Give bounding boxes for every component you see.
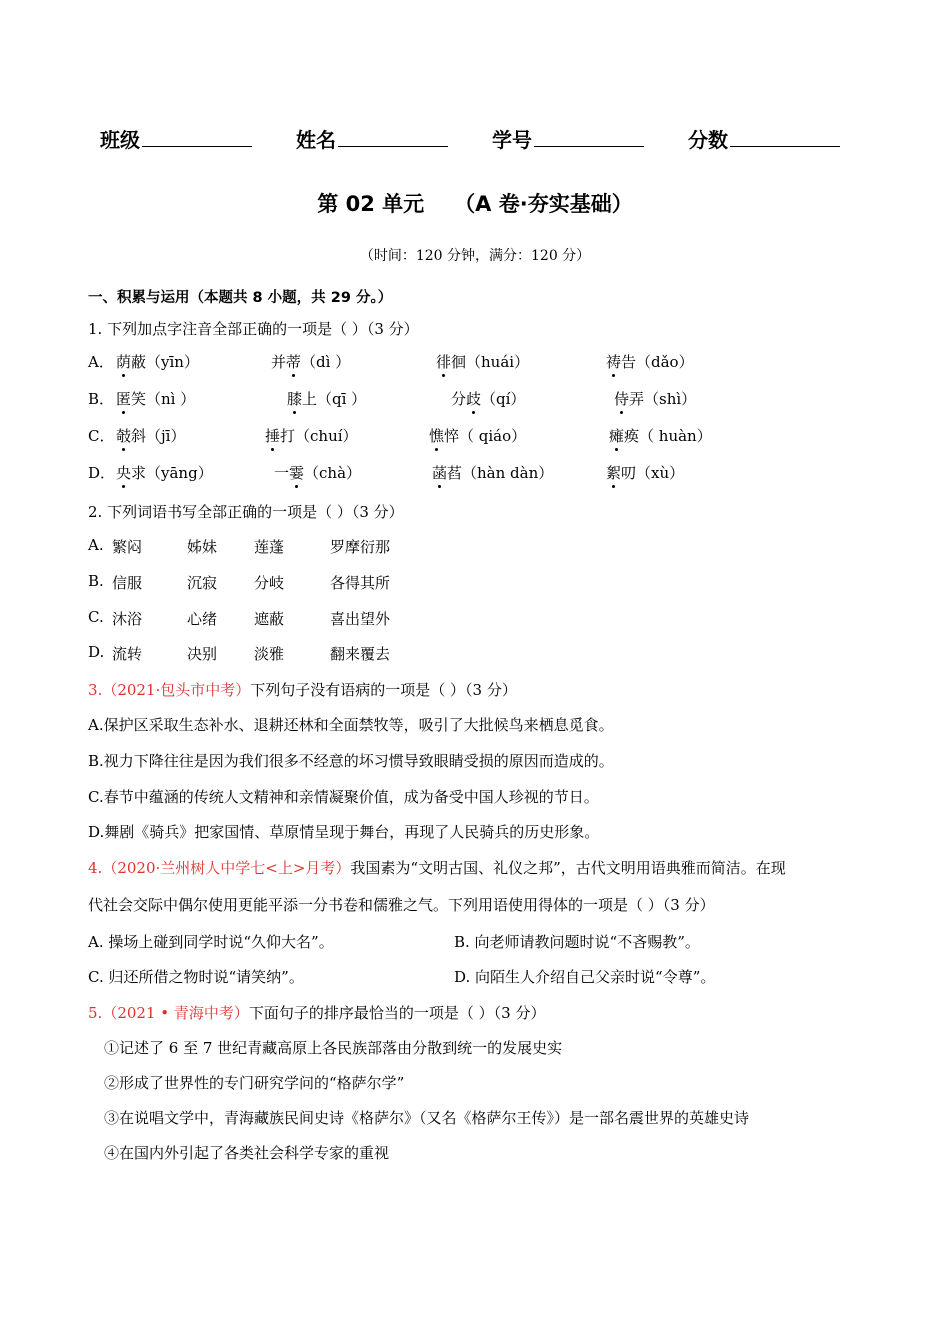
q2-option-label: A.: [88, 536, 104, 554]
q1-b-item-3: 分歧（qí）: [451, 390, 526, 408]
q3-source: （2021·包头市中考）: [102, 681, 251, 699]
q4-option-c: C. 归还所借之物时说“请笑纳”。: [88, 968, 304, 986]
q3-option-c: C.春节中蕴涵的传统人文精神和亲情凝聚价值，成为备受中国人珍视的节日。: [88, 788, 599, 806]
title-sub: （A 卷·夯实基础）: [454, 192, 633, 216]
q3-number: 3.: [88, 681, 103, 699]
q3-stem: 下列句子没有语病的一项是（ ）（3 分）: [250, 681, 517, 699]
q4-number: 4.: [88, 859, 103, 877]
q2-word: 分岐: [254, 574, 285, 592]
q4-source: （2020·兰州树人中学七<上>月考）: [102, 859, 351, 877]
q1-c-item-2: 捶打（chuí）: [265, 427, 358, 445]
q1-b-item-2: 膝上（qī ）: [287, 390, 367, 408]
q1-a-item-4: 祷告（dǎo）: [606, 353, 694, 371]
q1-option-label: A．: [88, 353, 114, 371]
q1-option-label: C．: [88, 427, 115, 445]
q1-c-item-4: 瘫痪（ huàn）: [609, 427, 712, 445]
q1-b-item-1: 匿笑（nì ）: [116, 390, 196, 408]
q4-stem-line-2: 代社会交际中偶尔使用更能平添一分书卷和儒雅之气。下列用语使用得体的一项是（ ）（3 分）: [88, 896, 715, 914]
q2-option-label: C.: [88, 608, 104, 626]
q1-a-item-2: 并蒂（dì ）: [271, 353, 351, 371]
q5-sentence-2: ②形成了世界性的专门研究学问的“格萨尔学”: [104, 1074, 405, 1092]
q2-word: 沉寂: [187, 574, 218, 592]
exam-meta: （时间：120 分钟，满分：120 分）: [359, 248, 591, 264]
q5-sentence-4: ④在国内外引起了各类社会科学专家的重视: [104, 1144, 390, 1162]
q1-stem: 1. 下列加点字注音全部正确的一项是（ ）（3 分）: [88, 320, 419, 338]
score-blank[interactable]: [730, 126, 840, 147]
q2-stem: 2. 下列词语书写全部正确的一项是（ ）（3 分）: [88, 503, 404, 521]
score-field: 分数: [688, 124, 840, 153]
q1-d-item-1: 央求（yāng）: [116, 464, 213, 482]
q1-option-label: B．: [88, 390, 115, 408]
q1-a-item-3: 徘徊（huái）: [436, 353, 530, 371]
q5-sentence-3: ③在说唱文学中，青海藏族民间史诗《格萨尔》（又名《格萨尔王传》）是一部名震世界的英雄史诗: [104, 1109, 750, 1127]
q2-word: 喜出望外: [330, 610, 391, 628]
q2-word: 繁闷: [112, 538, 143, 556]
q2-word: 姊妹: [187, 538, 218, 556]
q2-word: 信服: [112, 574, 143, 592]
q2-word: 淡雅: [254, 645, 285, 663]
q1-option-label: D．: [88, 464, 116, 482]
q5-sentence-1: ①记述了 6 至 7 世纪青藏高原上各民族部落由分散到统一的发展史实: [104, 1039, 563, 1057]
section-heading: 一、积累与运用（本题共 8 小题，共 29 分。）: [88, 290, 393, 306]
q2-word: 各得其所: [330, 574, 391, 592]
q1-a-item-1: 荫蔽（yīn）: [116, 353, 199, 371]
q4-stem-line-1: [88, 857, 786, 878]
q2-word: 决别: [187, 645, 218, 663]
q2-word: 翻来覆去: [330, 645, 391, 663]
q2-option-label: B.: [88, 572, 104, 590]
q3-stem-line: [88, 679, 517, 700]
q1-d-item-4: 絮叨（xù）: [606, 464, 685, 482]
page-title: [0, 188, 950, 218]
q1-c-item-1: 攲斜（jī）: [116, 427, 186, 445]
q5-stem-line: [88, 1002, 545, 1023]
student-id-blank[interactable]: [534, 126, 644, 147]
q1-d-item-2: 一霎（chà）: [274, 464, 362, 482]
class-field: 班级: [100, 124, 252, 153]
q3-option-b: B.视力下降往往是因为我们很多不经意的坏习惯导致眼睛受损的原因而造成的。: [88, 752, 614, 770]
q5-number: 5.: [88, 1004, 103, 1022]
q2-word: 心绪: [187, 610, 218, 628]
q5-source: （2021 • 青海中考）: [102, 1004, 249, 1022]
header-fields: [100, 124, 860, 153]
q4-option-b: B. 向老师请教问题时说“不吝赐教”。: [454, 933, 700, 951]
q2-word: 流转: [112, 645, 143, 663]
q2-word: 遮蔽: [254, 610, 285, 628]
q4-stem-1: 我国素为“文明古国、礼仪之邦”，古代文明用语典雅而简洁。在现: [350, 859, 786, 877]
q2-word: 罗摩衍那: [330, 538, 391, 556]
q1-c-item-3: 憔悴（ qiáo）: [429, 427, 527, 445]
q2-word: 莲蓬: [254, 538, 285, 556]
class-blank[interactable]: [142, 126, 252, 147]
title-main: 第 02 单元: [317, 192, 425, 216]
q2-word: 沐浴: [112, 610, 143, 628]
q1-d-item-3: 菡萏（hàn dàn）: [432, 464, 554, 482]
q5-stem: 下面句子的排序最恰当的一项是（ ）（3 分）: [248, 1004, 546, 1022]
q1-b-item-4: 侍弄（shì）: [614, 390, 697, 408]
student-id-field: 学号: [492, 124, 644, 153]
q3-option-d: D.舞剧《骑兵》把家国情、草原情呈现于舞台，再现了人民骑兵的历史形象。: [88, 823, 600, 841]
q4-option-d: D. 向陌生人介绍自己父亲时说“令尊”。: [454, 968, 716, 986]
name-blank[interactable]: [338, 126, 448, 147]
q4-option-a: A. 操场上碰到同学时说“久仰大名”。: [88, 933, 334, 951]
q2-option-label: D.: [88, 643, 105, 661]
q3-option-a: A.保护区采取生态补水、退耕还林和全面禁牧等，吸引了大批候鸟来栖息觅食。: [88, 716, 614, 734]
name-field: 姓名: [296, 124, 448, 153]
